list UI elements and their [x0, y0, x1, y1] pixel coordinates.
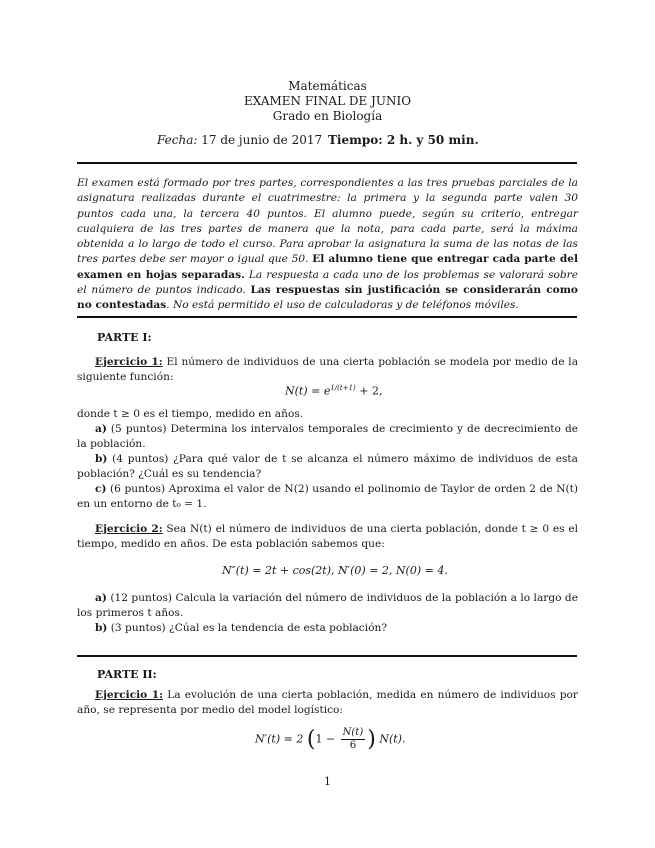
open-paren: (	[306, 727, 316, 752]
time-label: Tiempo: 2 h. y 50 min.	[328, 133, 479, 147]
p1-ex2-b-text: (3 puntos) ¿Cúal es la tendencia de esta población?	[110, 622, 387, 634]
p1-ex2-a	[77, 591, 578, 622]
p1-ex1-c-text: (6 puntos) Aproxima el valor de N(2) usando el polinomio de Taylor de orden 2 de N(t) en un entorno de t₀ = 1.	[77, 483, 578, 511]
p2-ex1-formula-one: 1 −	[315, 732, 336, 746]
p1-ex1-c	[77, 482, 578, 513]
p2-ex1-formula	[255, 727, 405, 752]
page-number: 1	[324, 775, 331, 788]
instructions-italic-2: La respuesta a cada uno de los problemas se valorará sobre el número de puntos indicado.	[77, 268, 579, 297]
date-value: 17 de junio de 2017	[201, 133, 323, 147]
p1-ex2-a-label: a)	[95, 592, 107, 604]
instructions-italic-1: El examen está formado por tres partes, correspondientes a las tres pruebas parciales de la asignatura realizadas durante el cuatrimestre: la primera y la segunda parte valen 30 puntos cada una, la tercera 40 puntos. El alumno puede, según su criterio, entregar cualquiera de las tres partes de manera que la nota, para cada parte, será la máxima obtenida a lo largo de todo el curso. Para aprobar la asignatura la suma de las notas de las tres partes debe ser mayor o igual que 50.	[77, 177, 578, 266]
p1-ex2-b-label: b)	[95, 622, 108, 634]
instructions	[77, 176, 578, 314]
date-line	[157, 133, 322, 147]
instructions-bold-1: El alumno tiene que entregar cada parte del examen en hojas separadas.	[77, 253, 578, 281]
p2-ex1-fraction	[341, 727, 366, 752]
p2-ex1-intro-text: La evolución de una cierta población, medida en número de individuos por año, se representa por medio del model logístico:	[77, 689, 578, 717]
p2-ex1-formula-lhs: N′(t) = 2	[255, 732, 304, 746]
p1-ex1-formula-exp: 1/(t+1)	[330, 384, 356, 392]
instructions-italic-3: . No está permitido el uso de calculadoras y de teléfonos móviles.	[166, 299, 519, 312]
frac-numerator: N(t)	[342, 727, 364, 738]
p1-ex2-formula: N″(t) = 2t + cos(2t), N′(0) = 2, N(0) = 4.	[222, 564, 448, 577]
close-paren: )	[367, 727, 376, 752]
p1-ex1-intro-text: El número de individuos de una cierta población se modela por medio de la siguiente función:	[77, 356, 579, 384]
p1-ex2-a-text: (12 puntos) Calcula la variación del número de individuos de la población a lo largo de los primeros t años.	[77, 592, 578, 620]
p1-ex1-b-label: b)	[95, 453, 108, 465]
part1-title: PARTE I:	[97, 331, 152, 344]
frac-denominator: 6	[349, 740, 357, 751]
date-label: Fecha:	[157, 133, 198, 147]
p1-ex1-a	[77, 422, 578, 453]
p1-ex1-formula	[285, 384, 382, 398]
p1-ex1-after: donde t ≥ 0 es el tiempo, medido en años.	[77, 408, 304, 420]
p1-ex1-formula-tail: + 2,	[359, 384, 383, 398]
p1-ex2-b	[77, 621, 578, 636]
p1-ex1-label: Ejercicio 1:	[95, 356, 163, 368]
instructions-rule	[77, 316, 577, 318]
p1-ex2-intro-text: Sea N(t) el número de individuos de una cierta población, donde t ≥ 0 es el tiempo, medido en años. De esta población sabemos que:	[77, 523, 578, 551]
p1-ex1-b-text: (4 puntos) ¿Para qué valor de t se alcanza el número máximo de individuos de esta población? ¿Cuál es su tendencia?	[77, 453, 578, 481]
p1-ex1-formula-lhs: N(t) = e	[285, 384, 331, 398]
p2-ex1-intro	[77, 688, 578, 719]
subject-title: Matemáticas	[288, 79, 367, 93]
p1-ex1-a-label: a)	[95, 423, 107, 435]
p1-ex2-label: Ejercicio 2:	[95, 523, 163, 535]
p1-ex1-intro	[77, 355, 578, 386]
p1-ex1-b	[77, 452, 578, 483]
degree-title: Grado en Biología	[272, 109, 383, 123]
p1-ex2-intro	[77, 522, 578, 553]
p1-ex1-a-text: (5 puntos) Determina los intervalos temporales de crecimiento y de decrecimiento de la población.	[77, 423, 578, 451]
part2-title: PARTE II:	[97, 668, 157, 681]
header-rule	[77, 162, 577, 164]
p1-ex1-c-label: c)	[95, 483, 107, 495]
p2-ex1-label: Ejercicio 1:	[95, 689, 164, 701]
part1-rule	[77, 655, 577, 657]
p2-ex1-formula-tail: N(t).	[379, 732, 406, 746]
exam-title: EXAMEN FINAL DE JUNIO	[243, 94, 412, 108]
instructions-bold-2: Las respuestas sin justificación se considerarán como no contestadas	[77, 284, 578, 312]
